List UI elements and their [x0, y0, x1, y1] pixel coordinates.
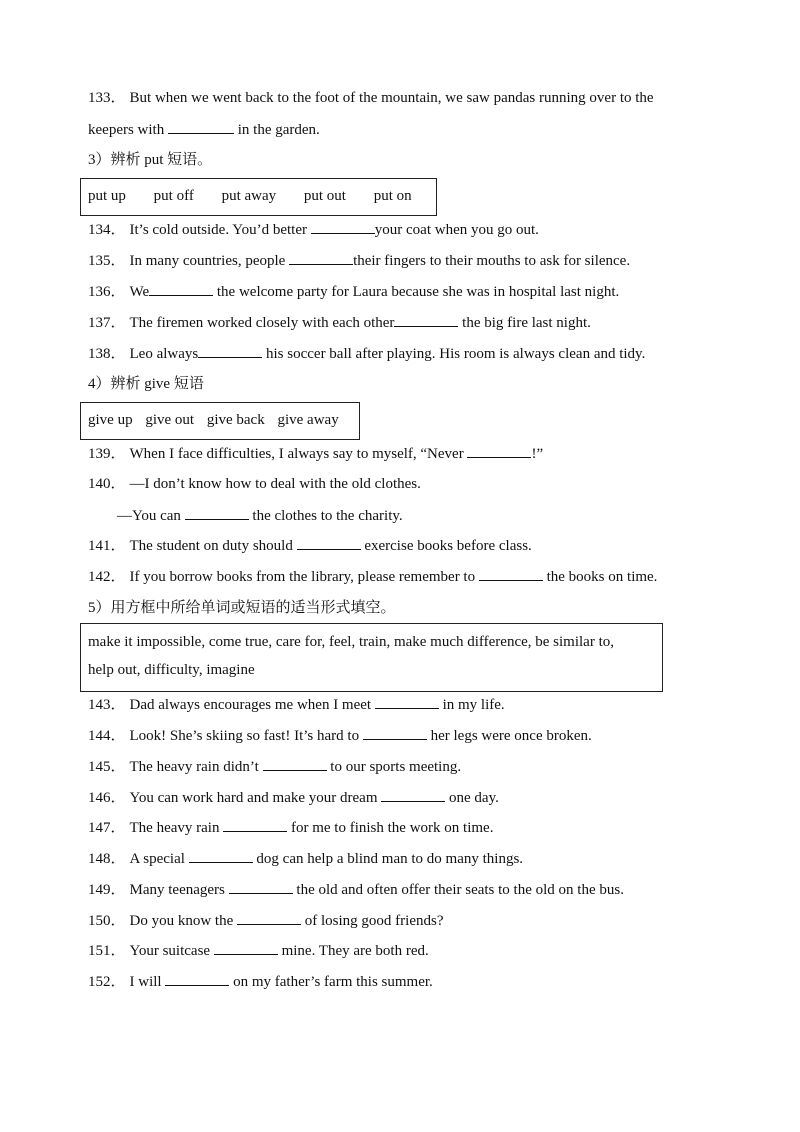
question-number: 137． [88, 315, 126, 331]
question-number: 140． [88, 476, 126, 492]
answer-blank[interactable] [381, 787, 445, 802]
question-144 [88, 725, 592, 746]
question-136 [88, 281, 619, 302]
answer-blank[interactable] [214, 940, 278, 955]
question-text: keepers with [88, 122, 165, 138]
question-134 [88, 219, 539, 240]
answer-blank[interactable] [467, 443, 531, 458]
word-option: give back [206, 412, 265, 428]
word-option: put off [153, 188, 194, 204]
question-number: 150． [88, 913, 126, 929]
word-option: give away [277, 412, 339, 428]
question-text: for me to finish the work on time. [290, 820, 494, 836]
question-142 [88, 566, 657, 587]
question-133 [88, 88, 654, 108]
answer-blank[interactable] [189, 848, 253, 863]
question-text: the welcome party for Laura because she was in hospital last night. [216, 284, 620, 300]
question-number: 148． [88, 851, 126, 867]
question-text: !” [531, 446, 544, 462]
question-text: the big fire last night. [462, 315, 591, 331]
answer-blank[interactable] [479, 566, 543, 581]
question-text: of losing good friends? [304, 913, 444, 929]
question-133-continued [88, 119, 320, 140]
question-147 [88, 817, 493, 838]
question-143 [88, 694, 505, 715]
answer-blank[interactable] [149, 281, 213, 296]
question-139 [88, 443, 543, 464]
question-number: 146． [88, 790, 126, 806]
section-5-heading: 5）用方框中所给单词或短语的适当形式填空。 [88, 600, 396, 616]
question-149 [88, 879, 624, 900]
question-text: his soccer ball after playing. His room is always clean and tidy. [266, 346, 646, 362]
question-135 [88, 250, 630, 271]
question-number: 143． [88, 697, 126, 713]
question-text: It’s cold outside. You’d better [129, 222, 308, 238]
question-text: If you borrow books from the library, please remember to [129, 569, 476, 585]
question-text: one day. [449, 790, 499, 806]
word-bank-put [88, 186, 436, 206]
question-text: the old and often offer their seats to the old on the bus. [296, 882, 624, 898]
question-number: 149． [88, 882, 126, 898]
question-number: 144． [88, 728, 126, 744]
answer-blank[interactable] [168, 119, 234, 134]
answer-blank[interactable] [363, 725, 427, 740]
question-number: 147． [88, 820, 126, 836]
question-text: Leo always [129, 346, 199, 362]
question-text: Look! She’s skiing so fast! It’s hard to [129, 728, 360, 744]
question-text: in my life. [442, 697, 505, 713]
word-option: put away [221, 188, 277, 204]
word-bank-give [88, 410, 348, 430]
question-text: The student on duty should [129, 538, 293, 554]
question-150 [88, 910, 444, 931]
word-bank-line-2: help out, difficulty, imagine [88, 662, 255, 678]
question-number: 151． [88, 943, 126, 959]
answer-blank[interactable] [263, 756, 327, 771]
answer-blank[interactable] [229, 879, 293, 894]
answer-blank[interactable] [289, 250, 353, 265]
question-146 [88, 787, 499, 808]
question-148 [88, 848, 523, 869]
section-4-heading: 4）辨析 give 短语 [88, 376, 204, 392]
question-text: —You can [117, 508, 181, 524]
answer-blank[interactable] [165, 971, 229, 986]
question-text: A special [129, 851, 185, 867]
question-text: the books on time. [546, 569, 658, 585]
answer-blank[interactable] [237, 910, 301, 925]
question-141 [88, 535, 532, 556]
question-text: to our sports meeting. [330, 759, 462, 775]
question-number: 145． [88, 759, 126, 775]
question-text: on my father’s farm this summer. [233, 974, 433, 990]
answer-blank[interactable] [394, 312, 458, 327]
question-text: The heavy rain [129, 820, 220, 836]
question-140-reply [117, 505, 403, 526]
question-text: We [129, 284, 150, 300]
question-number: 133． [88, 90, 126, 106]
question-140 [88, 474, 421, 494]
question-number: 142． [88, 569, 126, 585]
question-text: The heavy rain didn’t [129, 759, 259, 775]
question-text: —I don’t know how to deal with the old clothes. [129, 476, 421, 492]
question-text: Your suitcase [129, 943, 211, 959]
question-text: in the garden. [237, 122, 320, 138]
question-text: her legs were once broken. [430, 728, 592, 744]
answer-blank[interactable] [297, 535, 361, 550]
question-text: Do you know the [129, 913, 234, 929]
question-152 [88, 971, 433, 992]
question-text: exercise books before class. [364, 538, 532, 554]
question-138 [88, 343, 645, 364]
question-text: your coat when you go out. [374, 222, 539, 238]
question-number: 141． [88, 538, 126, 554]
answer-blank[interactable] [223, 817, 287, 832]
question-text: Many teenagers [129, 882, 225, 898]
question-number: 135． [88, 253, 126, 269]
answer-blank[interactable] [185, 505, 249, 520]
question-151 [88, 940, 429, 961]
question-text: the clothes to the charity. [252, 508, 403, 524]
question-number: 139． [88, 446, 126, 462]
word-option: put out [303, 188, 346, 204]
word-option: put on [373, 188, 412, 204]
question-text: mine. They are both red. [281, 943, 429, 959]
question-number: 138． [88, 346, 126, 362]
question-text: dog can help a blind man to do many things. [256, 851, 524, 867]
question-text: You can work hard and make your dream [129, 790, 378, 806]
answer-blank[interactable] [375, 694, 439, 709]
question-text: When I face difficulties, I always say to myself, “Never [129, 446, 464, 462]
question-137 [88, 312, 591, 333]
question-number: 136． [88, 284, 126, 300]
question-text: Dad always encourages me when I meet [129, 697, 372, 713]
word-option: give up [88, 412, 133, 428]
question-text: their fingers to their mouths to ask for silence. [353, 253, 631, 269]
question-text: I will [129, 974, 162, 990]
question-text: In many countries, people [129, 253, 286, 269]
question-text: The firemen worked closely with each other [129, 315, 395, 331]
question-145 [88, 756, 461, 777]
word-option: give out [145, 412, 195, 428]
word-bank-line-1: make it impossible, come true, care for, feel, train, make much difference, be similar to, [88, 634, 615, 650]
question-text: But when we went back to the foot of the mountain, we saw pandas running over to the [129, 90, 654, 106]
question-number: 152． [88, 974, 126, 990]
word-option: put up [88, 188, 126, 204]
section-3-heading: 3）辨析 put 短语。 [88, 152, 213, 168]
answer-blank[interactable] [198, 343, 262, 358]
answer-blank[interactable] [311, 219, 375, 234]
question-number: 134． [88, 222, 126, 238]
